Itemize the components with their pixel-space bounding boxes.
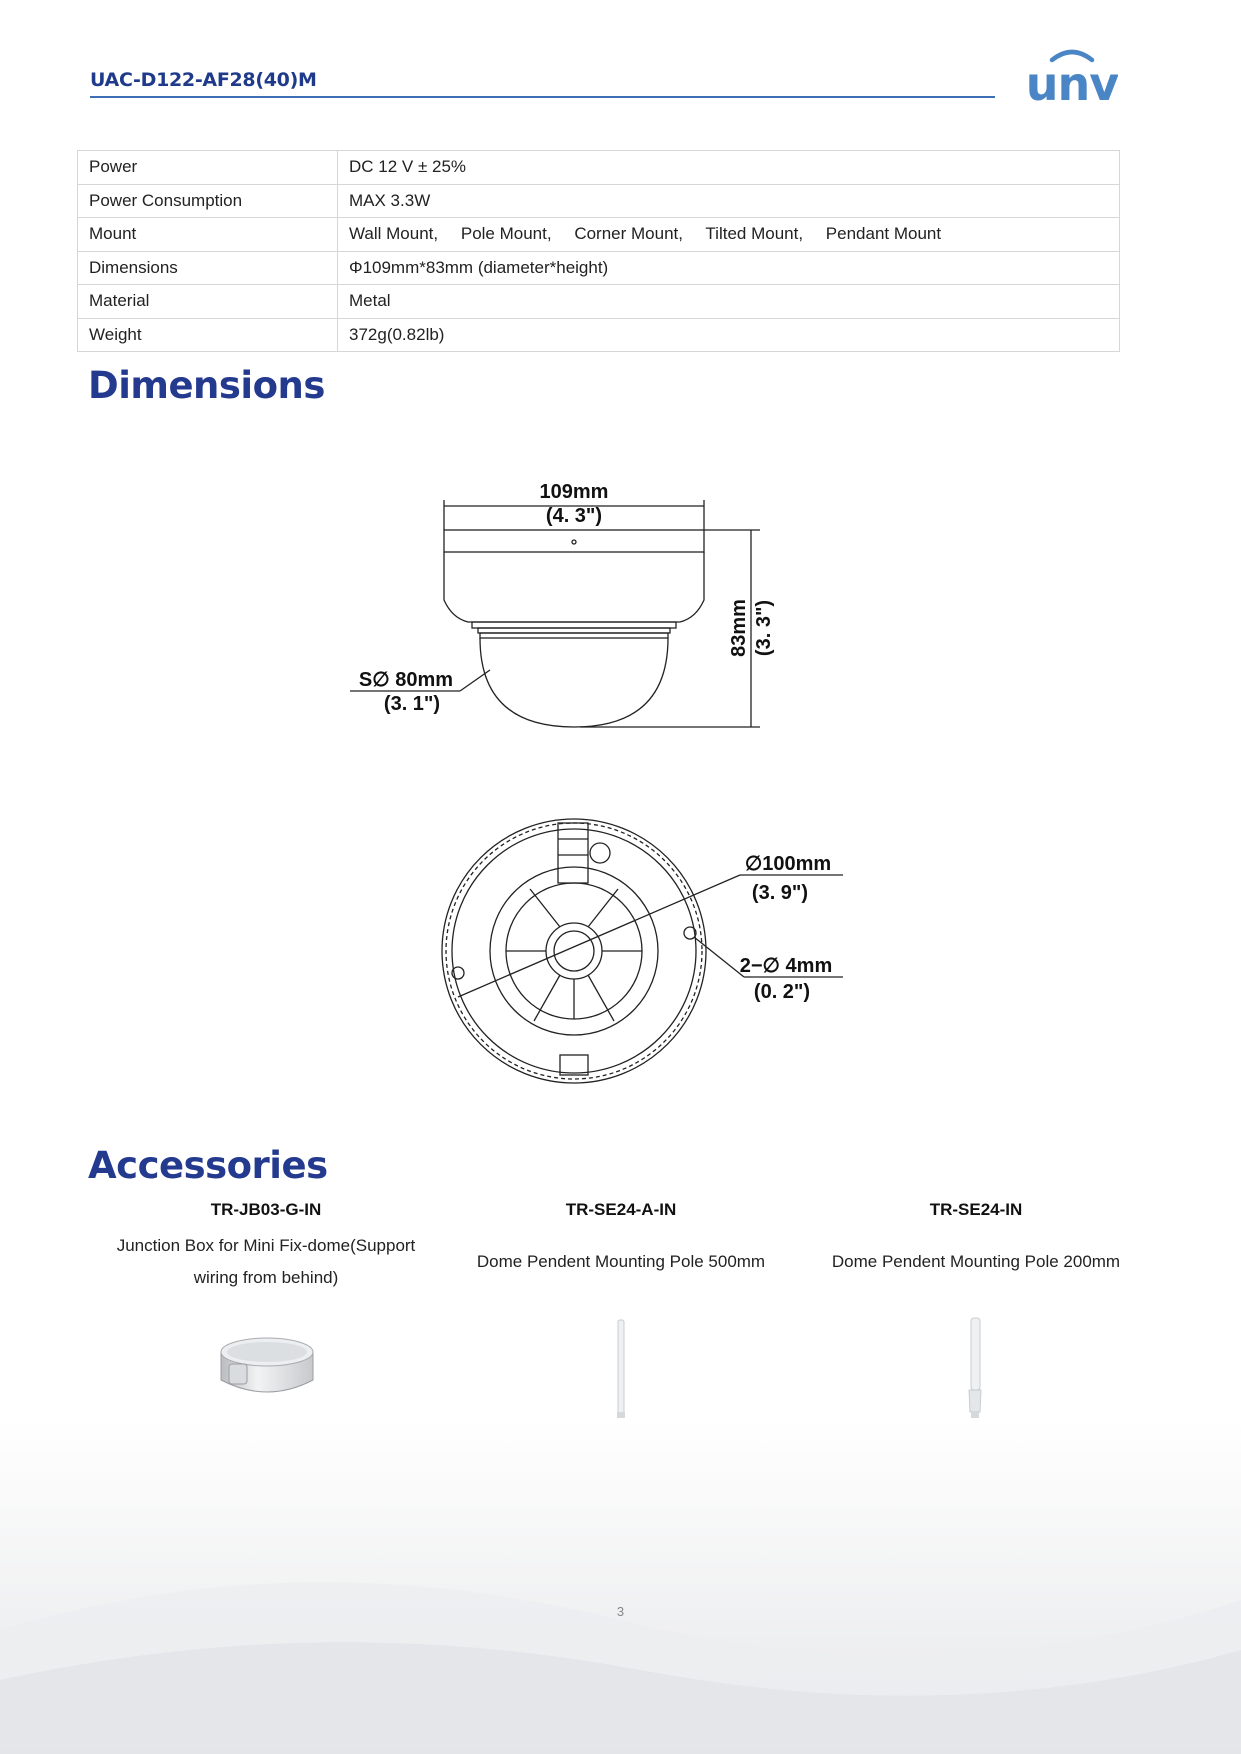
mount-option: Pole Mount, [460, 224, 552, 244]
model-title: UAC-D122-AF28(40)M [90, 69, 317, 91]
top-view-drawing [430, 815, 850, 1095]
unv-logo [1026, 38, 1118, 110]
mount-option: Tilted Mount, [705, 224, 804, 244]
pole-200mm-image [966, 1316, 984, 1420]
accessory-desc-line: Dome Pendent Mounting Pole 200mm [831, 1252, 1121, 1271]
spec-value: DC 12 V ± 25% [338, 151, 1120, 185]
accessory-desc-line: Dome Pendent Mounting Pole 500mm [476, 1252, 766, 1271]
spec-value [338, 218, 1120, 252]
svg-text:unv: unv [1026, 57, 1118, 110]
accessory-desc-line: wiring from behind) [193, 1268, 339, 1287]
spec-value: Metal [338, 285, 1120, 319]
accessories-heading: Accessories [88, 1144, 328, 1187]
accessory-code: TR-SE24-A-IN [565, 1200, 677, 1219]
page-number: 3 [616, 1604, 625, 1619]
table-row [78, 184, 1120, 218]
accessory-description [451, 1230, 791, 1294]
accessory-description [96, 1230, 436, 1294]
spec-value: Φ109mm*83mm (diameter*height) [338, 251, 1120, 285]
diameter-in-label: (3. 9") [751, 882, 809, 904]
height-mm-label: 83mm [728, 599, 750, 657]
dome-mm-label: S∅ 80mm [358, 669, 454, 691]
height-in-label: (3. 3") [753, 599, 775, 657]
spec-value: 372g(0.82lb) [338, 318, 1120, 352]
diameter-mm-label: ∅100mm [744, 853, 832, 875]
mount-option: Wall Mount, [349, 224, 439, 244]
dome-in-label: (3. 1") [383, 693, 441, 715]
accessory-item [96, 1200, 436, 1294]
dimensions-heading: Dimensions [88, 364, 325, 407]
junction-box-image [215, 1330, 319, 1402]
width-mm-label: 109mm [539, 481, 609, 503]
header-divider [90, 96, 995, 98]
table-row [78, 251, 1120, 285]
hole-in-label: (0. 2") [753, 981, 811, 1003]
table-row [78, 285, 1120, 319]
table-row [78, 318, 1120, 352]
table-row [78, 151, 1120, 185]
accessory-desc-line: Junction Box for Mini Fix-dome(Support [116, 1236, 416, 1255]
spec-label: Power [78, 151, 338, 185]
spec-label: Dimensions [78, 251, 338, 285]
width-in-label: (4. 3") [545, 505, 603, 527]
hole-mm-label: 2−∅ 4mm [739, 955, 833, 977]
side-view-drawing [340, 470, 800, 740]
spec-table [77, 150, 1120, 352]
accessory-code: TR-SE24-IN [929, 1200, 1023, 1219]
accessory-code: TR-JB03-G-IN [210, 1200, 322, 1219]
wave-background [0, 1420, 1241, 1754]
spec-label: Power Consumption [78, 184, 338, 218]
spec-value: MAX 3.3W [338, 184, 1120, 218]
spec-label: Mount [78, 218, 338, 252]
mount-option: Pendant Mount [825, 224, 942, 244]
accessory-item [806, 1200, 1146, 1294]
accessory-description [806, 1230, 1146, 1294]
mount-option: Corner Mount, [574, 224, 683, 244]
table-row [78, 218, 1120, 252]
spec-label: Material [78, 285, 338, 319]
accessory-item [451, 1200, 791, 1294]
pole-500mm-image [614, 1318, 628, 1420]
spec-label: Weight [78, 318, 338, 352]
